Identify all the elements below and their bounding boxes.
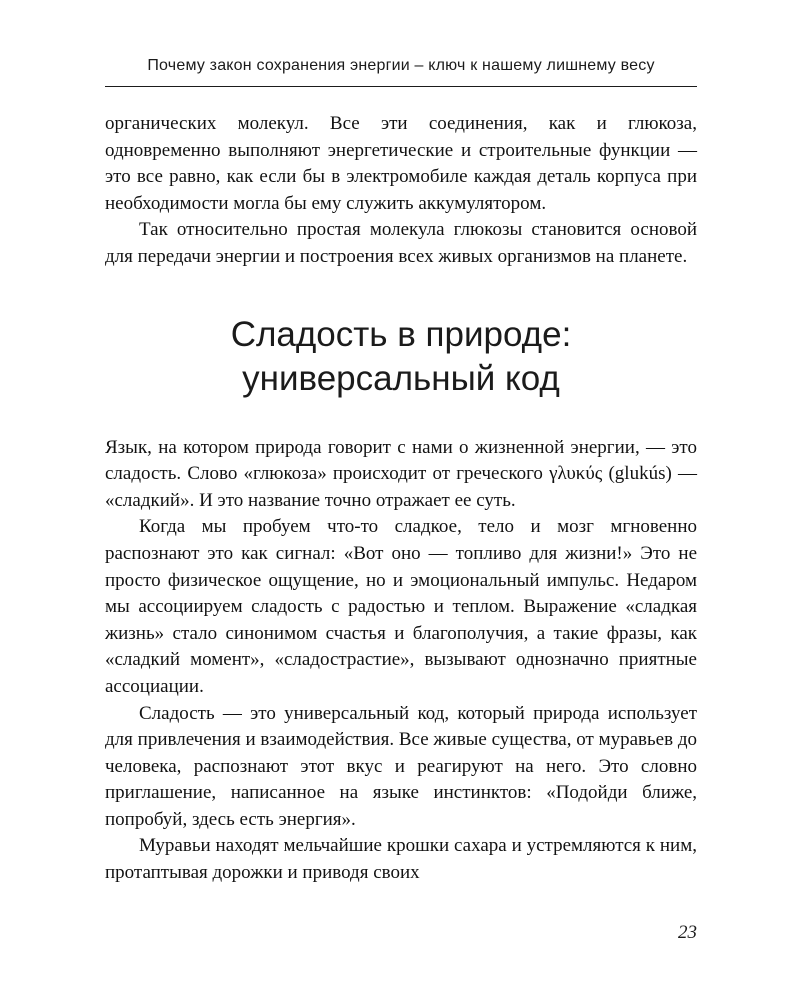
section-heading: [105, 313, 697, 401]
paragraph: Так относительно простая молекула глюкозы становится основой для передачи энергии и построения всех живых организмов на планете.: [105, 219, 697, 267]
section-heading-line2: универсальный код: [242, 358, 560, 398]
paragraph: Муравьи находят мельчайшие крошки сахара и устремляются к ним, протаптывая дорожки и приводя своих: [105, 835, 697, 884]
page-number: 23: [678, 922, 697, 943]
body-text-top: [105, 111, 697, 271]
paragraph: Когда мы пробуем что-то сладкое, тело и мозг мгновенно распознают это как сигнал: «Вот оно — топливо для жизни!» Это не просто физическое ощущение, но и эмоциональный импульс. Недаром мы ассоциируем сладость с радостью и теплом. Выражение «сладкая жизнь» стало синонимом счастья и благополучия, а такие фразы, как «сладкий момент», «сладострастие», вызывают однозначно приятные ассоциации.: [105, 516, 697, 697]
header-rule: [105, 86, 697, 87]
body-text-section: [105, 435, 697, 887]
text-column: [105, 0, 697, 887]
paragraph: органических молекул. Все эти соединения, как и глюкоза, одновременно выполняют энергетические и строительные функции — это все равно, как если бы в электромобиле каждая деталь корпуса при необходимости могла бы ему служить аккумулятором.: [105, 113, 697, 214]
paragraph: Язык, на котором природа говорит с нами о жизненной энергии, — это сладость. Слово «глюкоза» происходит от греческого γλυκύς (glukús) — «сладкий». И это название точно отражает ее суть.: [105, 436, 697, 511]
section-heading-line1: Сладость в природе:: [230, 314, 572, 354]
paragraph: Сладость — это универсальный код, который природа использует для привлечения и взаимодействия. Все живые существа, от муравьев до человека, распознают этот вкус и реагируют на него. Это словно приглашение, написанное на языке инстинктов: «Подойди ближе, попробуй, здесь есть энергия».: [105, 702, 697, 830]
running-head: Почему закон сохранения энергии – ключ к нашему лишнему весу: [147, 57, 655, 74]
